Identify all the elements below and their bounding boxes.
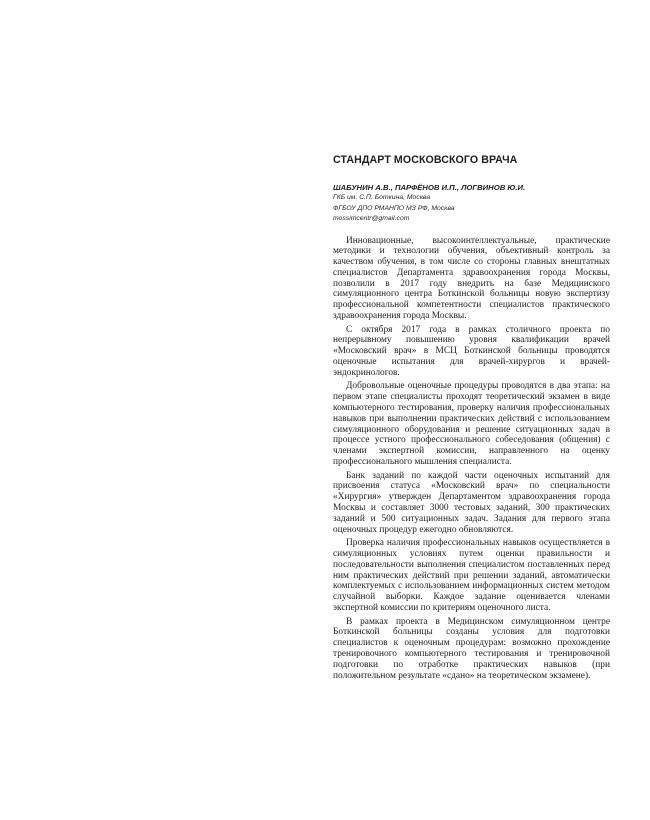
article-column: [333, 154, 610, 684]
paragraph-3: Добровольные оценочные процедуры проводятся в два этапа: на первом этапе специалисты проходят теоретический экзамен в виде компьютерного тестирования, проверку наличия профессиональных навыков при выполнении практических действий с использованием симуляционного оборудования и решение ситуационных задач в процессе устного профессионального собеседования (общения) с членами экспертной комиссии, направленного на оценку профессионального мышления специалиста.: [333, 381, 610, 468]
paragraph-5: Проверка наличия профессиональных навыков осуществляется в симуляционных условиях путем оценки правильности и последовательности выполнения специалистом поставленных перед ним практических действий при решении заданий, автоматически комплектуемых с использованием информационных систем методом случайной выборки. Каждое задание оценивается членами экспертной комиссии по критериям оценочного листа.: [333, 538, 610, 613]
affiliation-1: ГКБ им. С.П. Боткина, Москва: [333, 194, 431, 201]
article-title: СТАНДАРТ МОСКОВСКОГО ВРАЧА: [333, 154, 518, 166]
author-email: mossimcentr@gmail.com: [333, 215, 410, 222]
article-authors: ШАБУНИН А.В., ПАРФЁНОВ И.П., ЛОГВИНОВ Ю.И.: [333, 183, 526, 192]
paragraph-2: С октября 2017 года в рамках столичного проекта по непрерывному повышению уровня квалификации врачей «Московский врач» в МСЦ Боткинской больницы проводятся оценочные испытания для врачей-хирургов и врачей-эндокринологов.: [333, 324, 610, 378]
affiliation-2: ФГБОУ ДПО РМАНПО МЗ РФ, Москва: [333, 204, 455, 212]
paragraph-4: Банк заданий по каждой части оценочных испытаний для присвоения статуса «Московский врач» по специальности «Хирургия» утвержден Департаментом здравоохранения города Москвы и составляет 3000 тестовых заданий, 300 практических заданий и 500 ситуационных задач. Задания для первого этапа оценочных процедур ежегодно обновляются.: [333, 470, 610, 535]
paragraph-1: Инновационные, высокоинтеллектуальные, практические методики и технологии обучения, объективный контроль за качеством обучения, в том числе со стороны главных внештатных специалистов Департамента здравоохранения города Москвы, позволили в 2017 году внедрить на базе Медицинского симуляционного центра Боткинской больницы новую экспертизу профессиональной компетентности специалистов практического здравоохранения города Москвы.: [333, 235, 610, 322]
paragraph-6: В рамках проекта в Медицинском симуляционном центре Боткинской больницы созданы условия для подготовки специалистов к оценочным процедурам: возможно прохождение тренировочного компьютерного тестирования и тренировочной подготовки по отработке практических навыков (при положительном результате «сдано» на теоретическом экзамене).: [333, 616, 610, 681]
